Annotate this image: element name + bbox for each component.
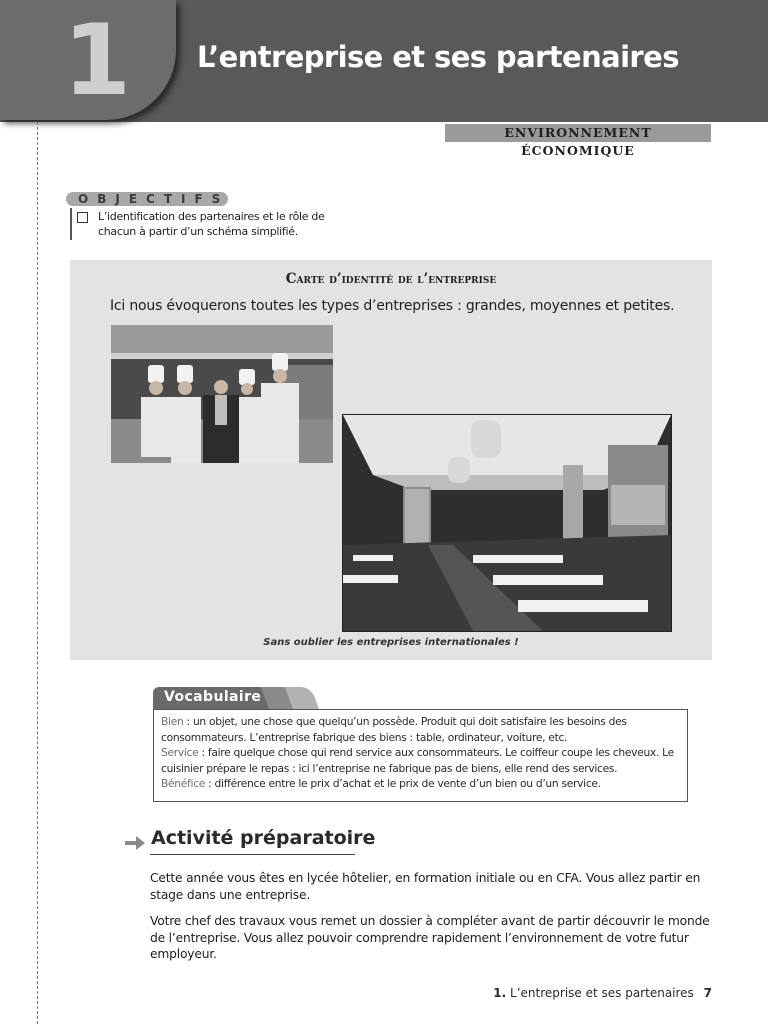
vocab-term: Service (161, 746, 199, 759)
restaurant-photo (342, 414, 672, 632)
identity-card-intro: Ici nous évoquerons toutes les types d’entreprises : grandes, moyennes et petites. (110, 298, 675, 314)
footer-chapter-number: 1. (493, 986, 507, 1000)
footer-chapter-title: L’entreprise et ses partenaires (510, 986, 694, 1000)
chefs-photo (111, 325, 333, 463)
margin-cut-line (37, 122, 38, 1024)
activite-paragraph: Votre chef des travaux vous remet un dossier à compléter avant de partir découvrir le monde de l’entreprise. Vous allez pouvoir comprendre rapidement l’environnement de votre futur employeur. (150, 914, 710, 961)
section-tag: ENVIRONNEMENT ÉCONOMIQUE (445, 124, 711, 142)
vocab-term: Bénéfice (161, 777, 206, 790)
vocab-entry-benefice (161, 776, 685, 792)
chapter-title: L’entreprise et ses partenaires (197, 40, 679, 74)
checkbox-icon[interactable] (77, 212, 88, 223)
identity-card-title: Carte d’identité de l’entreprise (285, 271, 497, 287)
vocab-definition: : faire quelque chose qui rend service aux consommateurs. Le coiffeur coupe les cheveux. Le cuisinier prépare le repas : ici l’entreprise ne fabrique pas de biens, elle rend des services. (161, 746, 674, 775)
activite-underline (150, 854, 355, 855)
activite-title: Activité préparatoire (151, 827, 376, 849)
vocab-term: Bien (161, 715, 184, 728)
vocabulaire-label: Vocabulaire (164, 689, 262, 705)
photo-caption: Sans oublier les entreprises internationales ! (263, 637, 519, 648)
vocab-definition: : différence entre le prix d’achat et le prix de vente d’un bien ou d’un service. (205, 777, 601, 790)
vocab-definition: : un objet, une chose que quelqu’un possède. Produit qui doit satisfaire les besoins des consommateurs. L’entreprise fabrique des biens : table, ordinateur, voiture, etc. (161, 715, 627, 744)
page-number: 7 (703, 986, 712, 1000)
objectif-item: L’identification des partenaires et le rôle de chacun à partir d’un schéma simplifié. (98, 210, 325, 238)
activite-paragraph: Cette année vous êtes en lycée hôtelier, en formation initiale ou en CFA. Vous allez partir en stage dans une entreprise. (150, 871, 701, 902)
page-footer (493, 986, 712, 1000)
objectifs-bar (70, 208, 72, 240)
arrow-right-icon (124, 834, 146, 852)
vocab-entry-service (161, 745, 685, 776)
vocabulaire-entries (161, 714, 685, 792)
objectifs-label: OBJECTIFS (66, 192, 228, 206)
vocab-entry-bien (161, 714, 685, 745)
chapter-number: 1 (62, 4, 132, 118)
